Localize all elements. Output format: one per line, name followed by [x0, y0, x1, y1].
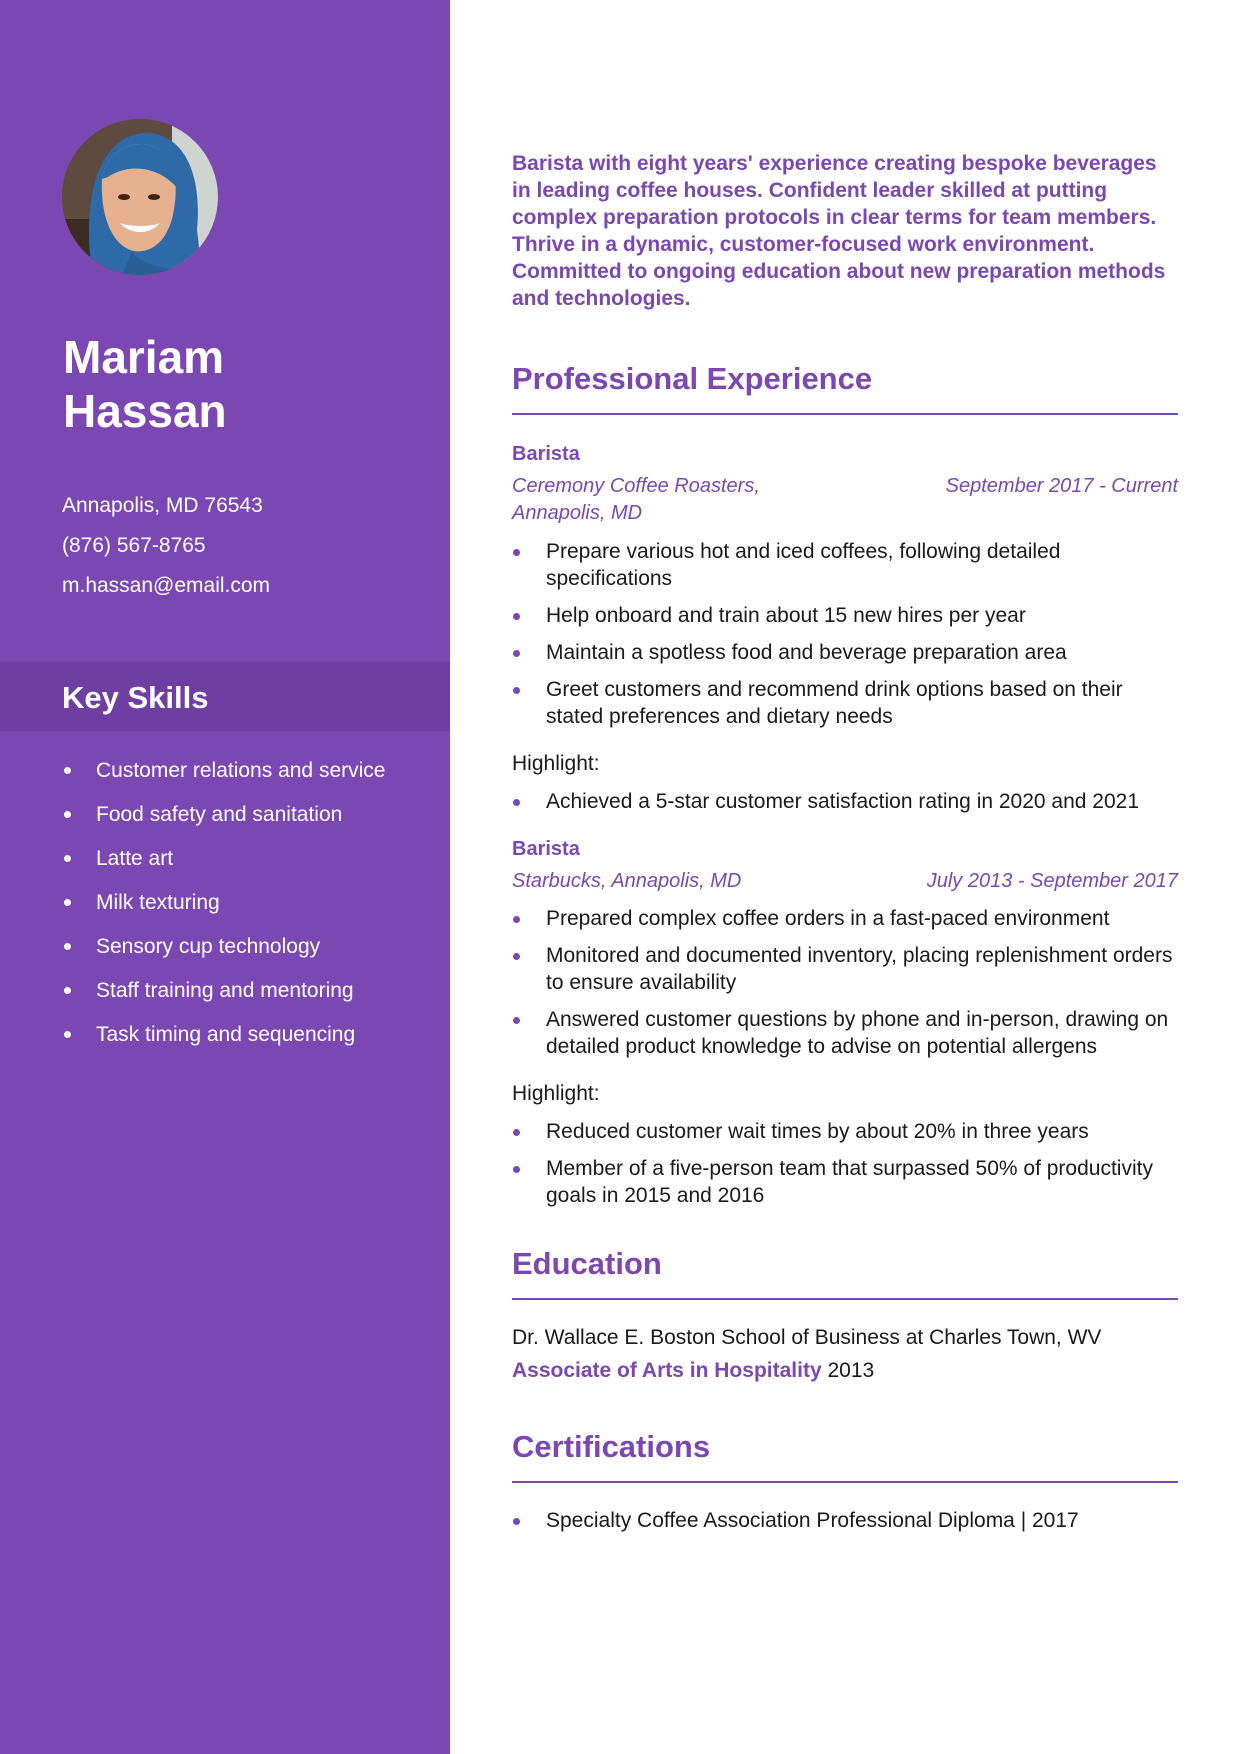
job-meta: [512, 868, 1178, 895]
skill-item: Customer relations and service: [62, 757, 392, 784]
section-divider: [512, 413, 1178, 415]
list-item: Prepared complex coffee orders in a fast-paced environment: [512, 905, 1178, 932]
education-degree-line: [512, 1357, 1178, 1384]
bullet-icon: [513, 650, 520, 657]
list-item: Monitored and documented inventory, placing replenishment orders to ensure availability: [512, 942, 1178, 996]
bullet-icon: [64, 1031, 71, 1038]
list-item: Specialty Coffee Association Professional Diploma | 2017: [512, 1507, 1178, 1534]
list-item: Member of a five-person team that surpassed 50% of productivity goals in 2015 and 2016: [512, 1155, 1178, 1209]
list-item: Greet customers and recommend drink options based on their stated preferences and dietary needs: [512, 676, 1178, 730]
job-company: Starbucks, Annapolis, MD: [512, 870, 742, 892]
skill-item: Latte art: [62, 845, 392, 872]
main-content: [512, 150, 1178, 1544]
job-entry: [512, 836, 1178, 1209]
certifications-list: [512, 1507, 1178, 1534]
bullet-icon: [64, 811, 71, 818]
bullet-icon: [64, 899, 71, 906]
skill-item: Task timing and sequencing: [62, 1021, 392, 1048]
experience-section: [512, 360, 1178, 1209]
skill-item: Staff training and mentoring: [62, 977, 392, 1004]
last-name: Hassan: [63, 385, 227, 437]
list-item: Reduced customer wait times by about 20% in three years: [512, 1118, 1178, 1145]
address: Annapolis, MD 76543: [62, 494, 263, 517]
bullet-icon: [513, 799, 520, 806]
bullet-icon: [513, 953, 520, 960]
bullet-icon: [513, 1166, 520, 1173]
skill-item: Sensory cup technology: [62, 933, 392, 960]
experience-title: Professional Experience: [512, 361, 873, 396]
education-section: [512, 1245, 1178, 1384]
bullet-icon: [64, 767, 71, 774]
email: m.hassan@email.com: [62, 574, 271, 597]
contact-info: [62, 493, 270, 613]
education-degree: Associate of Arts in Hospitality: [512, 1359, 822, 1382]
bullet-icon: [513, 916, 520, 923]
bullet-icon: [513, 687, 520, 694]
job-duties: [512, 538, 1178, 730]
sidebar: [0, 0, 450, 1754]
section-divider: [512, 1298, 1178, 1300]
bullet-icon: [64, 855, 71, 862]
phone: (876) 567-8765: [62, 534, 206, 557]
list-item: Prepare various hot and iced coffees, following detailed specifications: [512, 538, 1178, 592]
skills-list: [62, 757, 392, 1065]
avatar: [62, 119, 218, 275]
job-dates: July 2013 - September 2017: [926, 870, 1178, 892]
bullet-icon: [64, 943, 71, 950]
bullet-icon: [513, 1017, 520, 1024]
summary: Barista with eight years' experience creating bespoke beverages in leading coffee houses. Confident leader skilled at putting complex preparation protocols in clear terms for team members. Thrive in a dynamic, customer-focused work environment. Committed to ongoing education about new preparation methods and technologies.: [512, 152, 1166, 310]
bullet-icon: [513, 549, 520, 556]
skill-item: Milk texturing: [62, 889, 392, 916]
bullet-icon: [513, 613, 520, 620]
highlight-label: Highlight:: [512, 752, 600, 775]
job-company: Ceremony Coffee Roasters, Annapolis, MD: [512, 475, 760, 524]
profile-photo: [62, 119, 218, 275]
job-duties: [512, 905, 1178, 1060]
certifications-title: Certifications: [512, 1429, 711, 1464]
highlight-list: [512, 788, 1178, 815]
list-item: Maintain a spotless food and beverage preparation area: [512, 639, 1178, 666]
education-school: Dr. Wallace E. Boston School of Business at Charles Town, WV: [512, 1326, 1102, 1349]
certifications-section: [512, 1428, 1178, 1534]
job-meta: [512, 473, 1178, 527]
highlight-list: [512, 1118, 1178, 1209]
highlight-label: Highlight:: [512, 1082, 600, 1105]
bullet-icon: [513, 1518, 520, 1525]
list-item: Achieved a 5-star customer satisfaction rating in 2020 and 2021: [512, 788, 1178, 815]
bullet-icon: [64, 987, 71, 994]
job-dates: September 2017 - Current: [945, 475, 1178, 497]
skill-item: Food safety and sanitation: [62, 801, 392, 828]
bullet-icon: [513, 1129, 520, 1136]
job-title: Barista: [512, 443, 580, 465]
job-entry: [512, 441, 1178, 815]
candidate-name: [63, 330, 227, 438]
job-title: Barista: [512, 838, 580, 860]
education-year: 2013: [827, 1359, 875, 1382]
first-name: Mariam: [63, 331, 225, 383]
skills-title: Key Skills: [62, 680, 209, 715]
list-item: Answered customer questions by phone and in-person, drawing on detailed product knowledge to advise on potential allergens: [512, 1006, 1178, 1060]
section-divider: [512, 1481, 1178, 1483]
education-title: Education: [512, 1246, 662, 1281]
list-item: Help onboard and train about 15 new hires per year: [512, 602, 1178, 629]
